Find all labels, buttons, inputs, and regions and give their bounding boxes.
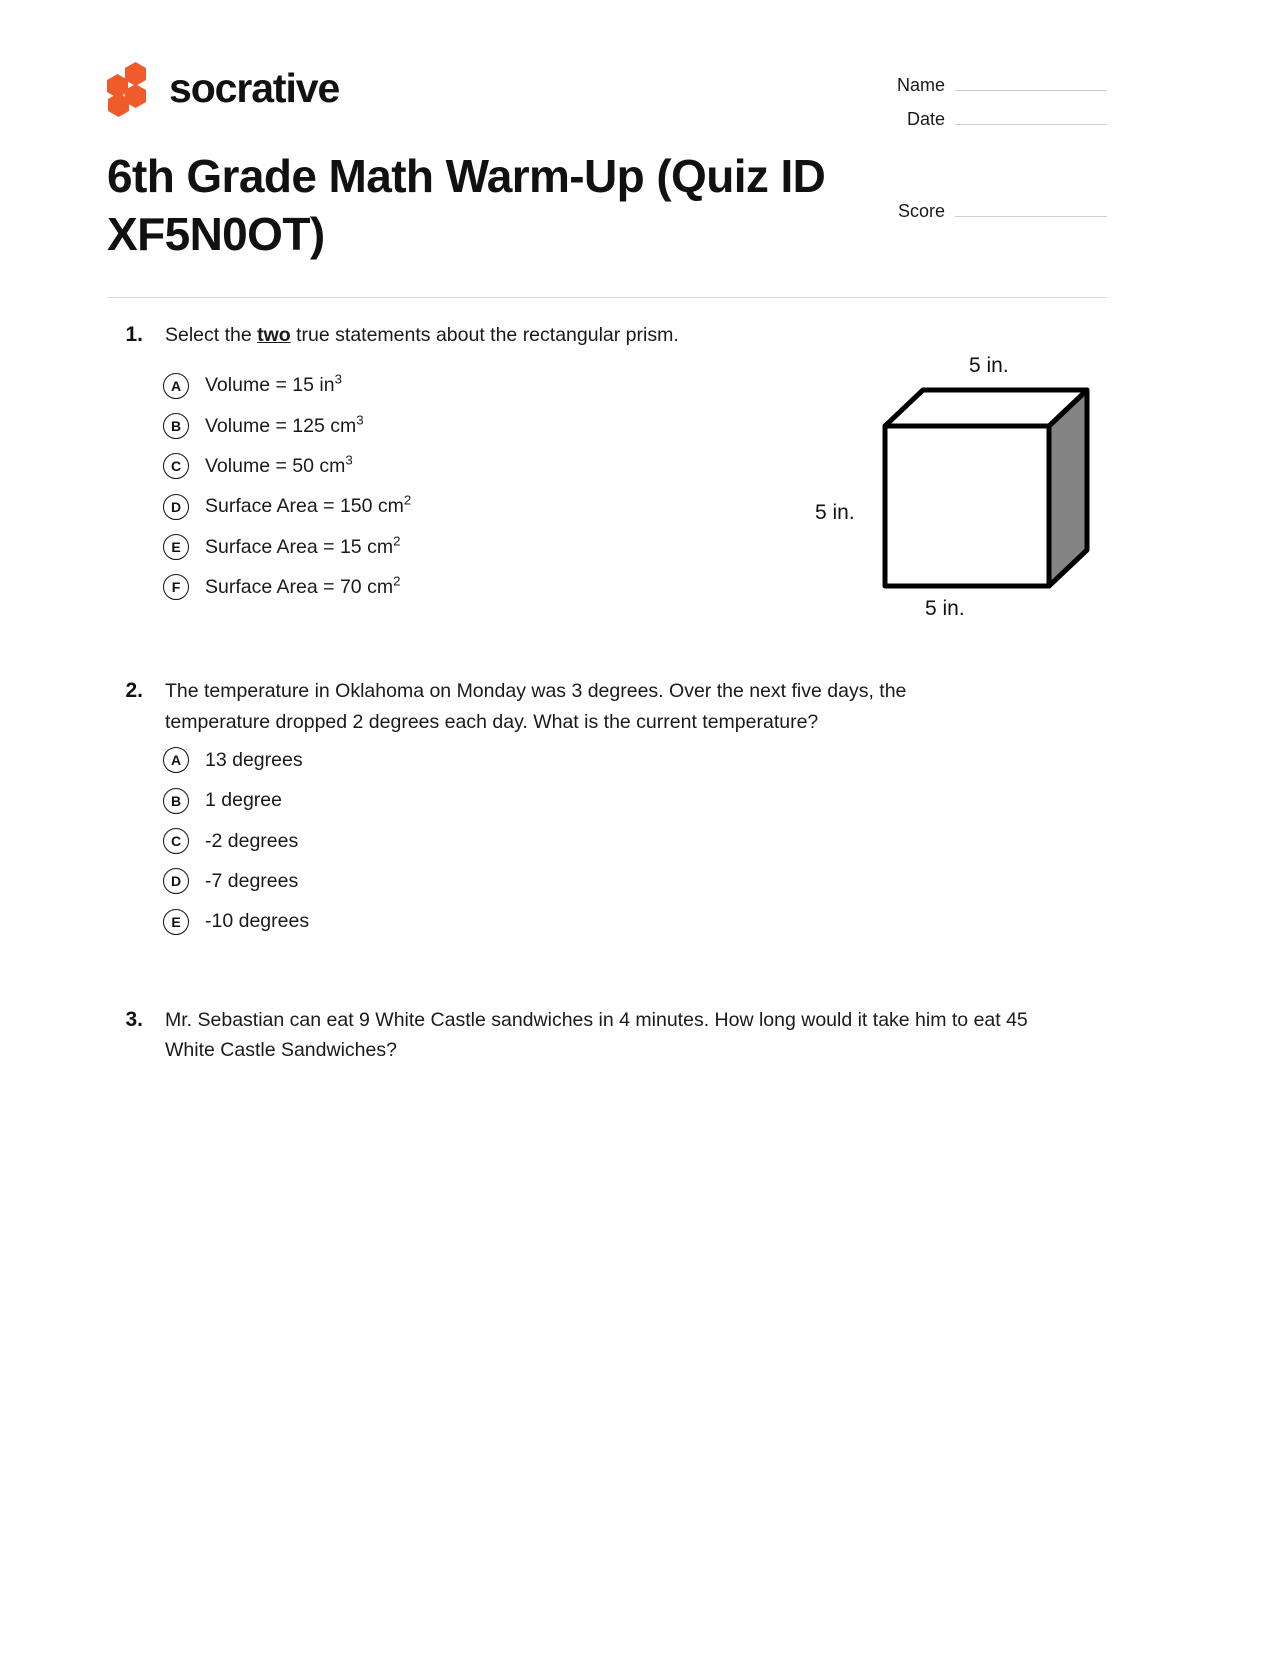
choice-2-a[interactable] <box>107 747 1107 773</box>
date-input-line[interactable] <box>955 104 1107 125</box>
choice-bubble[interactable]: D <box>163 868 189 894</box>
question-2-prompt: The temperature in Oklahoma on Monday was 3 degrees. Over the next five days, the temperature dropped 2 degrees each day. What is the current temperature? <box>165 680 907 733</box>
question-3-header <box>107 1005 1107 1066</box>
choice-label: -2 degrees <box>205 829 299 852</box>
choice-label <box>205 574 400 600</box>
question-2-number: 2. <box>125 679 143 703</box>
question-3-prompt: Mr. Sebastian can eat 9 White Castle sandwiches in 4 minutes. How long would it take him to eat 45 White Castle Sandwiches? <box>165 1008 1028 1062</box>
choice-bubble[interactable]: B <box>163 788 189 814</box>
student-meta-fields <box>862 70 1107 230</box>
worksheet-header <box>107 0 1107 260</box>
question-2-choices <box>107 747 1107 935</box>
socrative-hexagon-logo-icon <box>107 62 155 114</box>
question-1-header <box>107 320 1107 350</box>
choice-bubble[interactable]: D <box>163 494 189 520</box>
question-1 <box>107 320 1107 620</box>
choice-base: Volume = 15 in <box>205 374 335 397</box>
question-2 <box>107 676 1107 934</box>
choice-bubble[interactable]: C <box>163 828 189 854</box>
choice-bubble[interactable]: E <box>163 909 189 935</box>
choice-exponent: 3 <box>345 452 353 468</box>
question-1-prompt-part2: true statements about the rectangular prism. <box>290 324 679 346</box>
choice-label <box>205 493 411 519</box>
choice-2-c[interactable] <box>107 828 1107 854</box>
choice-bubble[interactable]: A <box>163 747 189 773</box>
date-label: Date <box>906 109 945 129</box>
question-1-prompt <box>165 320 679 350</box>
question-3 <box>107 1005 1107 1066</box>
choice-label: 1 degree <box>205 789 282 812</box>
choice-bubble[interactable]: E <box>163 534 189 560</box>
choice-label <box>205 413 364 439</box>
choice-base: Volume = 50 cm <box>205 455 346 478</box>
question-gap-2 <box>107 949 1107 1005</box>
question-1-prompt-part1: Select the <box>165 324 258 346</box>
choice-2-b[interactable] <box>107 787 1107 813</box>
choice-base: Surface Area = 150 cm <box>205 495 404 518</box>
prism-svg <box>797 354 1107 634</box>
rectangular-prism-diagram <box>797 354 1107 634</box>
prism-left-dimension-label: 5 in. <box>815 501 855 524</box>
choice-exponent: 3 <box>356 412 364 428</box>
choice-exponent: 2 <box>393 573 401 589</box>
page-title: 6th Grade Math Warm-Up (Quiz ID XF5N0OT) <box>107 150 826 260</box>
choice-label: -10 degrees <box>205 910 310 933</box>
choice-bubble[interactable]: A <box>163 373 189 399</box>
score-field-row <box>862 196 1107 222</box>
choice-label <box>205 453 353 479</box>
choice-base: Surface Area = 70 cm <box>205 576 394 598</box>
choice-exponent: 2 <box>403 492 412 508</box>
choice-label: 13 degrees <box>205 749 303 772</box>
choice-label <box>205 534 400 560</box>
date-field-row <box>862 104 1107 130</box>
brand-name: socrative <box>169 64 340 111</box>
name-input-line[interactable] <box>955 70 1107 91</box>
choice-bubble[interactable]: B <box>163 413 189 439</box>
choice-base: Surface Area = 15 cm <box>205 535 394 558</box>
choice-bubble[interactable]: C <box>163 453 189 479</box>
choice-2-e[interactable] <box>107 908 1107 934</box>
questions-list <box>107 320 1107 1066</box>
question-1-prompt-emphasis: two <box>257 324 291 346</box>
choice-label <box>205 372 342 398</box>
score-label: Score <box>897 201 945 221</box>
header-divider <box>107 297 1107 298</box>
question-3-number: 3. <box>125 1007 143 1031</box>
name-label: Name <box>896 75 945 95</box>
prism-top-dimension-label: 5 in. <box>969 354 1009 377</box>
worksheet-sheet <box>107 0 1107 260</box>
question-2-header <box>107 676 1107 737</box>
choice-exponent: 2 <box>393 533 401 549</box>
score-input-line[interactable] <box>955 196 1107 217</box>
choice-label: -7 degrees <box>205 870 299 893</box>
question-1-number: 1. <box>125 323 143 346</box>
choice-bubble[interactable]: F <box>163 574 189 600</box>
choice-exponent: 3 <box>334 371 342 387</box>
name-field-row <box>862 70 1107 96</box>
brand-logo <box>107 62 339 114</box>
prism-bottom-dimension-label: 5 in. <box>925 597 965 620</box>
choice-2-d[interactable] <box>107 868 1107 894</box>
choice-base: Volume = 125 cm <box>205 414 357 437</box>
